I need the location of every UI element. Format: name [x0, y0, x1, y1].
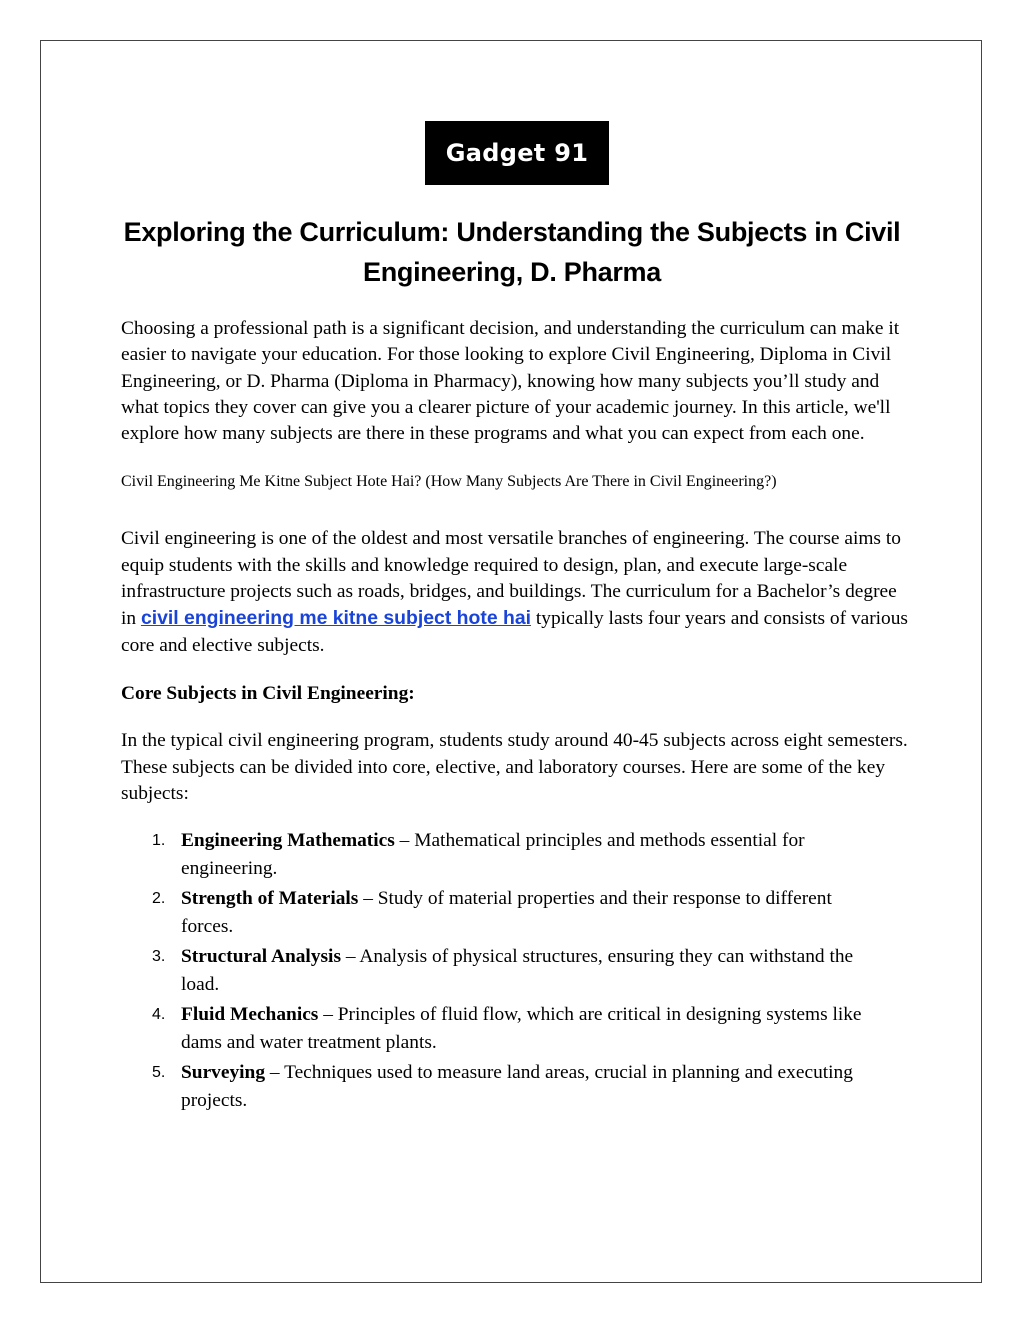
subject-description: – Mathematical principles and methods essential for engineering.	[181, 830, 805, 880]
list-item-number: 1.	[152, 832, 166, 850]
overview-paragraph: In the typical civil engineering program, students study around 40-45 subjects across eight semesters. These subjects can be divided into core, elective, and laboratory courses. Here are some of the key subjects:	[121, 730, 908, 804]
subject-term: Engineering Mathematics	[181, 830, 395, 852]
subject-item	[121, 885, 876, 941]
subject-list	[121, 827, 911, 1115]
subject-description: – Study of material properties and their response to different forces.	[181, 888, 832, 938]
subject-description: – Analysis of physical structures, ensuring they can withstand the load.	[181, 946, 854, 996]
civil-engineering-link[interactable]: civil engineering me kitne subject hote hai	[140, 607, 532, 630]
civil-paragraph-text-start: Civil engineering is one of the oldest and most versatile branches of engineering. The course aims to equip students with the skills and knowledge required to design, plan, and execute large-scale infrastructure projects such as roads, bridges, and buildings. The curriculum for a Bachelor’s degree in	[121, 528, 901, 630]
list-item-number: 3.	[152, 948, 166, 966]
subject-description: – Techniques used to measure land areas, crucial in planning and executing projects.	[181, 1062, 853, 1112]
subject-item	[121, 943, 876, 999]
subject-item	[121, 1001, 876, 1057]
intro-paragraph: Choosing a professional path is a significant decision, and understanding the curriculum can make it easier to navigate your education. For those looking to explore Civil Engineering, Diploma in Civil Engineering, or D. Pharma (Diploma in Pharmacy), knowing how many subjects you’ll study and what topics they cover can give you a clearer picture of your academic journey. In this article, we'll explore how many subjects are there in these programs and what you can expect from each one.	[121, 318, 900, 445]
list-item-number: 4.	[152, 1006, 166, 1024]
list-item-number: 5.	[152, 1064, 166, 1082]
core-subjects-heading: Core Subjects in Civil Engineering:	[121, 682, 415, 704]
subject-term: Structural Analysis	[181, 946, 341, 968]
section-question: Civil Engineering Me Kitne Subject Hote Hai? (How Many Subjects Are There in Civil Engineering?)	[121, 473, 777, 491]
article-body	[121, 316, 911, 1117]
subject-item	[121, 1059, 876, 1115]
subject-description: – Principles of fluid flow, which are critical in designing systems like dams and water treatment plants.	[181, 1004, 862, 1054]
list-item-number: 2.	[152, 890, 166, 908]
article-title: Exploring the Curriculum: Understanding the Subjects in Civil Engineering, D. Pharma	[123, 217, 901, 287]
subject-item	[121, 827, 876, 883]
subject-term: Fluid Mechanics	[181, 1004, 319, 1026]
subject-term: Surveying	[181, 1062, 266, 1084]
subject-term: Strength of Materials	[181, 888, 359, 910]
gadget91-logo	[425, 121, 609, 185]
logo-text: Gadget 91	[445, 139, 589, 167]
civil-engineering-paragraph	[121, 526, 911, 658]
civil-paragraph-text-end: typically lasts four years and consists of various core and elective subjects.	[121, 608, 908, 656]
